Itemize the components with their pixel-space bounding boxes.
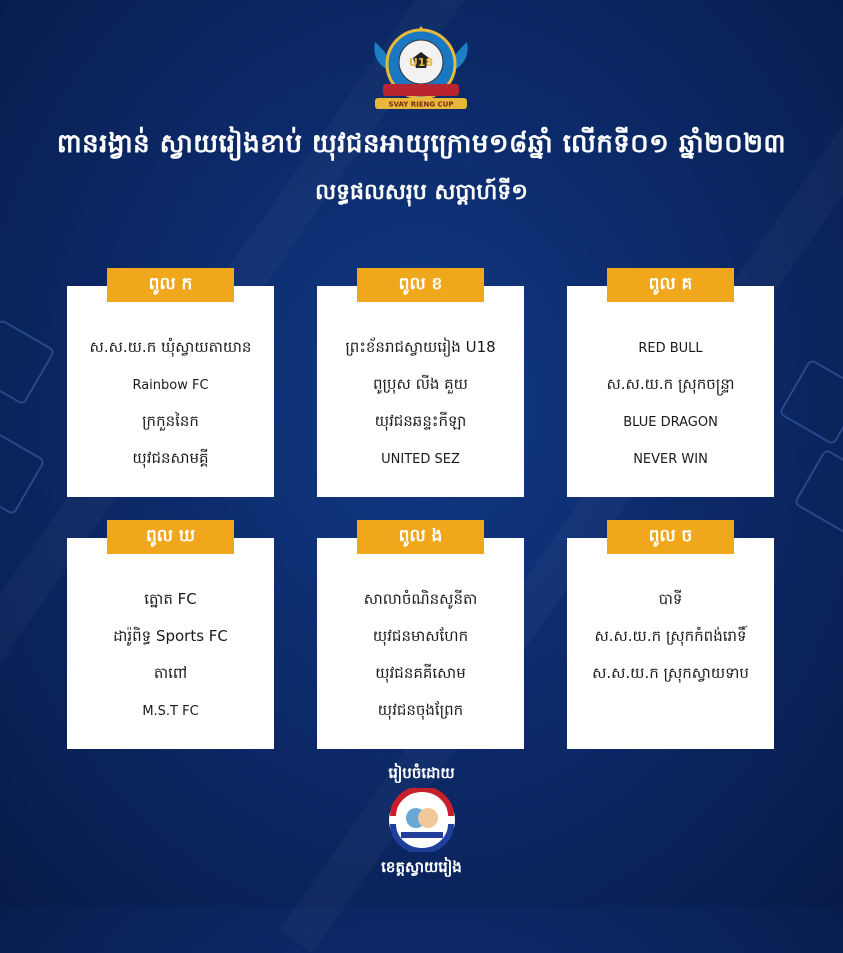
team-name: យុវជនចុងព្រែក [377, 700, 464, 719]
team-name: ត្នោត FC [144, 589, 197, 608]
team-name: Rainbow FC [132, 378, 209, 393]
team-name: យុវជនគគីសោម [375, 663, 466, 682]
team-name: ស.ស.យ.ក ស្រុកស្វាយទាប [592, 663, 749, 682]
team-name: បាទី [658, 589, 683, 608]
group-label: ពូល ខ [357, 268, 484, 302]
team-name: UNITED SEZ [381, 452, 460, 467]
team-name: BLUE DRAGON [623, 415, 718, 430]
group-label: ពូល ច [607, 520, 734, 554]
organized-by-label: រៀបចំដោយ [388, 764, 455, 782]
group-label: ពូល ង [357, 520, 484, 554]
team-name: RED BULL [638, 341, 703, 356]
group-card-2 [317, 273, 524, 497]
team-name: ស.ស.យ.ក ឃុំស្វាយតាយាន [89, 337, 252, 356]
team-name: ស.ស.យ.ក ស្រុកកំពង់រោទិ៍ [594, 626, 747, 645]
group-label: ពូល គ [607, 268, 734, 302]
group-label: ពូល ក [107, 268, 234, 302]
group-card-1 [67, 273, 274, 497]
tournament-logo [361, 22, 481, 117]
team-name: M.S.T FC [142, 704, 199, 719]
logo-badge-text: U18 [408, 56, 434, 69]
team-name: យុវជនឆន្ទះកីឡា [374, 411, 467, 430]
logo-banner-text: SVAY RIENG CUP [388, 100, 454, 109]
group-card-6 [567, 525, 774, 749]
team-name: NEVER WIN [633, 452, 708, 467]
page-subtitle: លទ្ធផលសរុប សប្តាហ៍ទី១ [315, 180, 528, 205]
background-hexagon [0, 428, 46, 515]
team-name: យុវជនមាសហែក [372, 626, 469, 645]
group-card-4 [67, 525, 274, 749]
team-name: ព្រះខ័នរាជស្វាយរៀង U18 [345, 337, 496, 356]
group-card-3 [567, 273, 774, 497]
team-name: ពូប្រុស លីង គួយ [373, 374, 468, 393]
organizer-name: ខេត្តស្វាយរៀង [381, 858, 462, 876]
background-hexagon [793, 448, 843, 535]
team-name: តាពៅ [153, 663, 188, 682]
background-hexagon [0, 318, 56, 405]
group-card-5 [317, 525, 524, 749]
team-name: ដារ៉ូពិទ្ធ Sports FC [113, 626, 228, 645]
background-hexagon [778, 358, 843, 445]
team-name: ក្រកួននៃក [142, 411, 199, 430]
group-label: ពូល ឃ [107, 520, 234, 554]
page-title: ពានរង្វាន់ ស្វាយរៀងខាប់ យុវជនអាយុក្រោម១៨ឆ្នាំ លើកទី០១ ឆ្នាំ២០២៣ [56, 129, 787, 159]
team-name: យុវជនសាមគ្គី [132, 448, 209, 467]
team-name: សាលាចំណិនសូនីតា [363, 589, 478, 608]
team-name: ស.ស.យ.ក ស្រុកចន្ទ្រា [606, 374, 735, 393]
organizer-logo [387, 788, 457, 852]
